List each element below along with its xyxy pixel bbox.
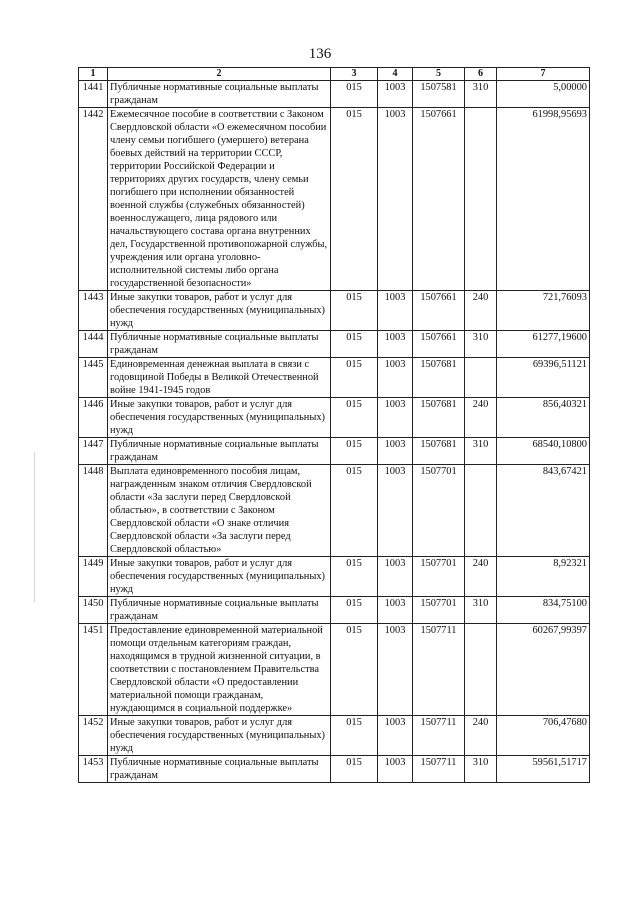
target-article-cell: 1507701 (413, 557, 465, 597)
target-article-cell: 1507681 (413, 358, 465, 398)
expense-type-cell: 310 (465, 438, 497, 465)
target-article-cell: 1507711 (413, 716, 465, 756)
ministry-code-cell: 015 (331, 465, 378, 557)
expense-type-cell: 240 (465, 398, 497, 438)
row-number-cell: 1445 (79, 358, 108, 398)
expense-type-cell: 310 (465, 756, 497, 783)
amount-cell: 843,67421 (497, 465, 590, 557)
amount-cell: 5,00000 (497, 81, 590, 108)
amount-cell: 61277,19600 (497, 331, 590, 358)
row-name-cell: Иные закупки товаров, работ и услуг для обеспечения государственных (муниципальных) нужд (108, 291, 331, 331)
amount-cell: 68540,10800 (497, 438, 590, 465)
row-name-cell: Единовременная денежная выплата в связи с годовщиной Победы в Великой Отечественной войне 1941-1945 годов (108, 358, 331, 398)
expense-type-cell: 240 (465, 291, 497, 331)
column-header: 7 (497, 68, 590, 81)
row-number-cell: 1450 (79, 597, 108, 624)
section-code-cell: 1003 (378, 291, 413, 331)
row-name-cell: Предоставление единовременной материальной помощи отдельным категориям граждан, находящимся в трудной жизненной ситуации, в соответствии с постановлением Правительства Свердловской области «О предоставлении материальной помощи гражданам, нуждающимся в социальной поддержке» (108, 624, 331, 716)
ministry-code-cell: 015 (331, 597, 378, 624)
table-row (79, 398, 590, 438)
expense-type-cell (465, 624, 497, 716)
ministry-code-cell: 015 (331, 398, 378, 438)
target-article-cell: 1507701 (413, 597, 465, 624)
ministry-code-cell: 015 (331, 624, 378, 716)
table-row (79, 81, 590, 108)
row-number-cell: 1449 (79, 557, 108, 597)
target-article-cell: 1507681 (413, 438, 465, 465)
amount-cell: 8,92321 (497, 557, 590, 597)
target-article-cell: 1507661 (413, 331, 465, 358)
row-number-cell: 1442 (79, 108, 108, 291)
section-code-cell: 1003 (378, 331, 413, 358)
row-name-cell: Публичные нормативные социальные выплаты гражданам (108, 597, 331, 624)
target-article-cell: 1507701 (413, 465, 465, 557)
ministry-code-cell: 015 (331, 756, 378, 783)
ministry-code-cell: 015 (331, 358, 378, 398)
expense-type-cell: 310 (465, 81, 497, 108)
expense-type-cell (465, 358, 497, 398)
expense-type-cell: 240 (465, 716, 497, 756)
amount-cell: 856,40321 (497, 398, 590, 438)
row-number-cell: 1447 (79, 438, 108, 465)
column-header: 3 (331, 68, 378, 81)
expense-type-cell: 310 (465, 597, 497, 624)
target-article-cell: 1507711 (413, 756, 465, 783)
column-header: 4 (378, 68, 413, 81)
row-number-cell: 1441 (79, 81, 108, 108)
section-code-cell: 1003 (378, 716, 413, 756)
row-name-cell: Ежемесячное пособие в соответствии с Законом Свердловской области «О ежемесячном пособии члену семьи погибшего (умершего) ветерана боевых действий на территории СССР, территории Российской Федерации и территориях других государств, члену семьи погибшего при исполнении обязанностей военной службы (служебных обязанностей) военнослужащего, лица рядового или начальствующего состава органа внутренних дел, Государственной противопожарной службы, учреждения или органа уголовно-исполнительной системы либо органа государственной безопасности» (108, 108, 331, 291)
expense-type-cell (465, 108, 497, 291)
row-number-cell: 1451 (79, 624, 108, 716)
target-article-cell: 1507661 (413, 291, 465, 331)
section-code-cell: 1003 (378, 398, 413, 438)
row-number-cell: 1453 (79, 756, 108, 783)
expense-type-cell: 240 (465, 557, 497, 597)
table-row (79, 108, 590, 291)
table-row (79, 756, 590, 783)
row-name-cell: Публичные нормативные социальные выплаты гражданам (108, 756, 331, 783)
amount-cell: 834,75100 (497, 597, 590, 624)
ministry-code-cell: 015 (331, 438, 378, 465)
ministry-code-cell: 015 (331, 108, 378, 291)
section-code-cell: 1003 (378, 597, 413, 624)
section-code-cell: 1003 (378, 108, 413, 291)
ministry-code-cell: 015 (331, 716, 378, 756)
table-row (79, 358, 590, 398)
target-article-cell: 1507711 (413, 624, 465, 716)
row-name-cell: Выплата единовременного пособия лицам, награжденным знаком отличия Свердловской области «За заслуги перед Свердловской областью», в соответствии с Законом Свердловской области «О знаке отличия Свердловской области «За заслуги перед Свердловской областью» (108, 465, 331, 557)
amount-cell: 721,76093 (497, 291, 590, 331)
column-header: 6 (465, 68, 497, 81)
expense-type-cell (465, 465, 497, 557)
table-row (79, 465, 590, 557)
amount-cell: 60267,99397 (497, 624, 590, 716)
section-code-cell: 1003 (378, 756, 413, 783)
target-article-cell: 1507681 (413, 398, 465, 438)
section-code-cell: 1003 (378, 358, 413, 398)
table-row (79, 557, 590, 597)
section-code-cell: 1003 (378, 438, 413, 465)
expense-type-cell: 310 (465, 331, 497, 358)
section-code-cell: 1003 (378, 81, 413, 108)
table-row (79, 438, 590, 465)
table-row (79, 331, 590, 358)
row-name-cell: Публичные нормативные социальные выплаты гражданам (108, 438, 331, 465)
row-name-cell: Иные закупки товаров, работ и услуг для обеспечения государственных (муниципальных) нужд (108, 398, 331, 438)
row-number-cell: 1444 (79, 331, 108, 358)
ministry-code-cell: 015 (331, 331, 378, 358)
section-code-cell: 1003 (378, 557, 413, 597)
amount-cell: 61998,95693 (497, 108, 590, 291)
section-code-cell: 1003 (378, 624, 413, 716)
row-number-cell: 1452 (79, 716, 108, 756)
ministry-code-cell: 015 (331, 81, 378, 108)
table-row (79, 291, 590, 331)
row-number-cell: 1443 (79, 291, 108, 331)
row-name-cell: Иные закупки товаров, работ и услуг для обеспечения государственных (муниципальных) нужд (108, 557, 331, 597)
target-article-cell: 1507581 (413, 81, 465, 108)
amount-cell: 69396,51121 (497, 358, 590, 398)
budget-table (78, 67, 590, 783)
page-number: 136 (308, 46, 332, 62)
ministry-code-cell: 015 (331, 291, 378, 331)
table-row (79, 716, 590, 756)
ministry-code-cell: 015 (331, 557, 378, 597)
scan-margin-mark (34, 452, 35, 602)
table-row (79, 597, 590, 624)
table-row (79, 624, 590, 716)
amount-cell: 706,47680 (497, 716, 590, 756)
target-article-cell: 1507661 (413, 108, 465, 291)
column-header: 5 (413, 68, 465, 81)
table-header-row (79, 68, 590, 81)
row-name-cell: Публичные нормативные социальные выплаты гражданам (108, 81, 331, 108)
section-code-cell: 1003 (378, 465, 413, 557)
amount-cell: 59561,51717 (497, 756, 590, 783)
row-number-cell: 1446 (79, 398, 108, 438)
column-header: 2 (108, 68, 331, 81)
row-name-cell: Иные закупки товаров, работ и услуг для обеспечения государственных (муниципальных) нужд (108, 716, 331, 756)
row-name-cell: Публичные нормативные социальные выплаты гражданам (108, 331, 331, 358)
row-number-cell: 1448 (79, 465, 108, 557)
column-header: 1 (79, 68, 108, 81)
